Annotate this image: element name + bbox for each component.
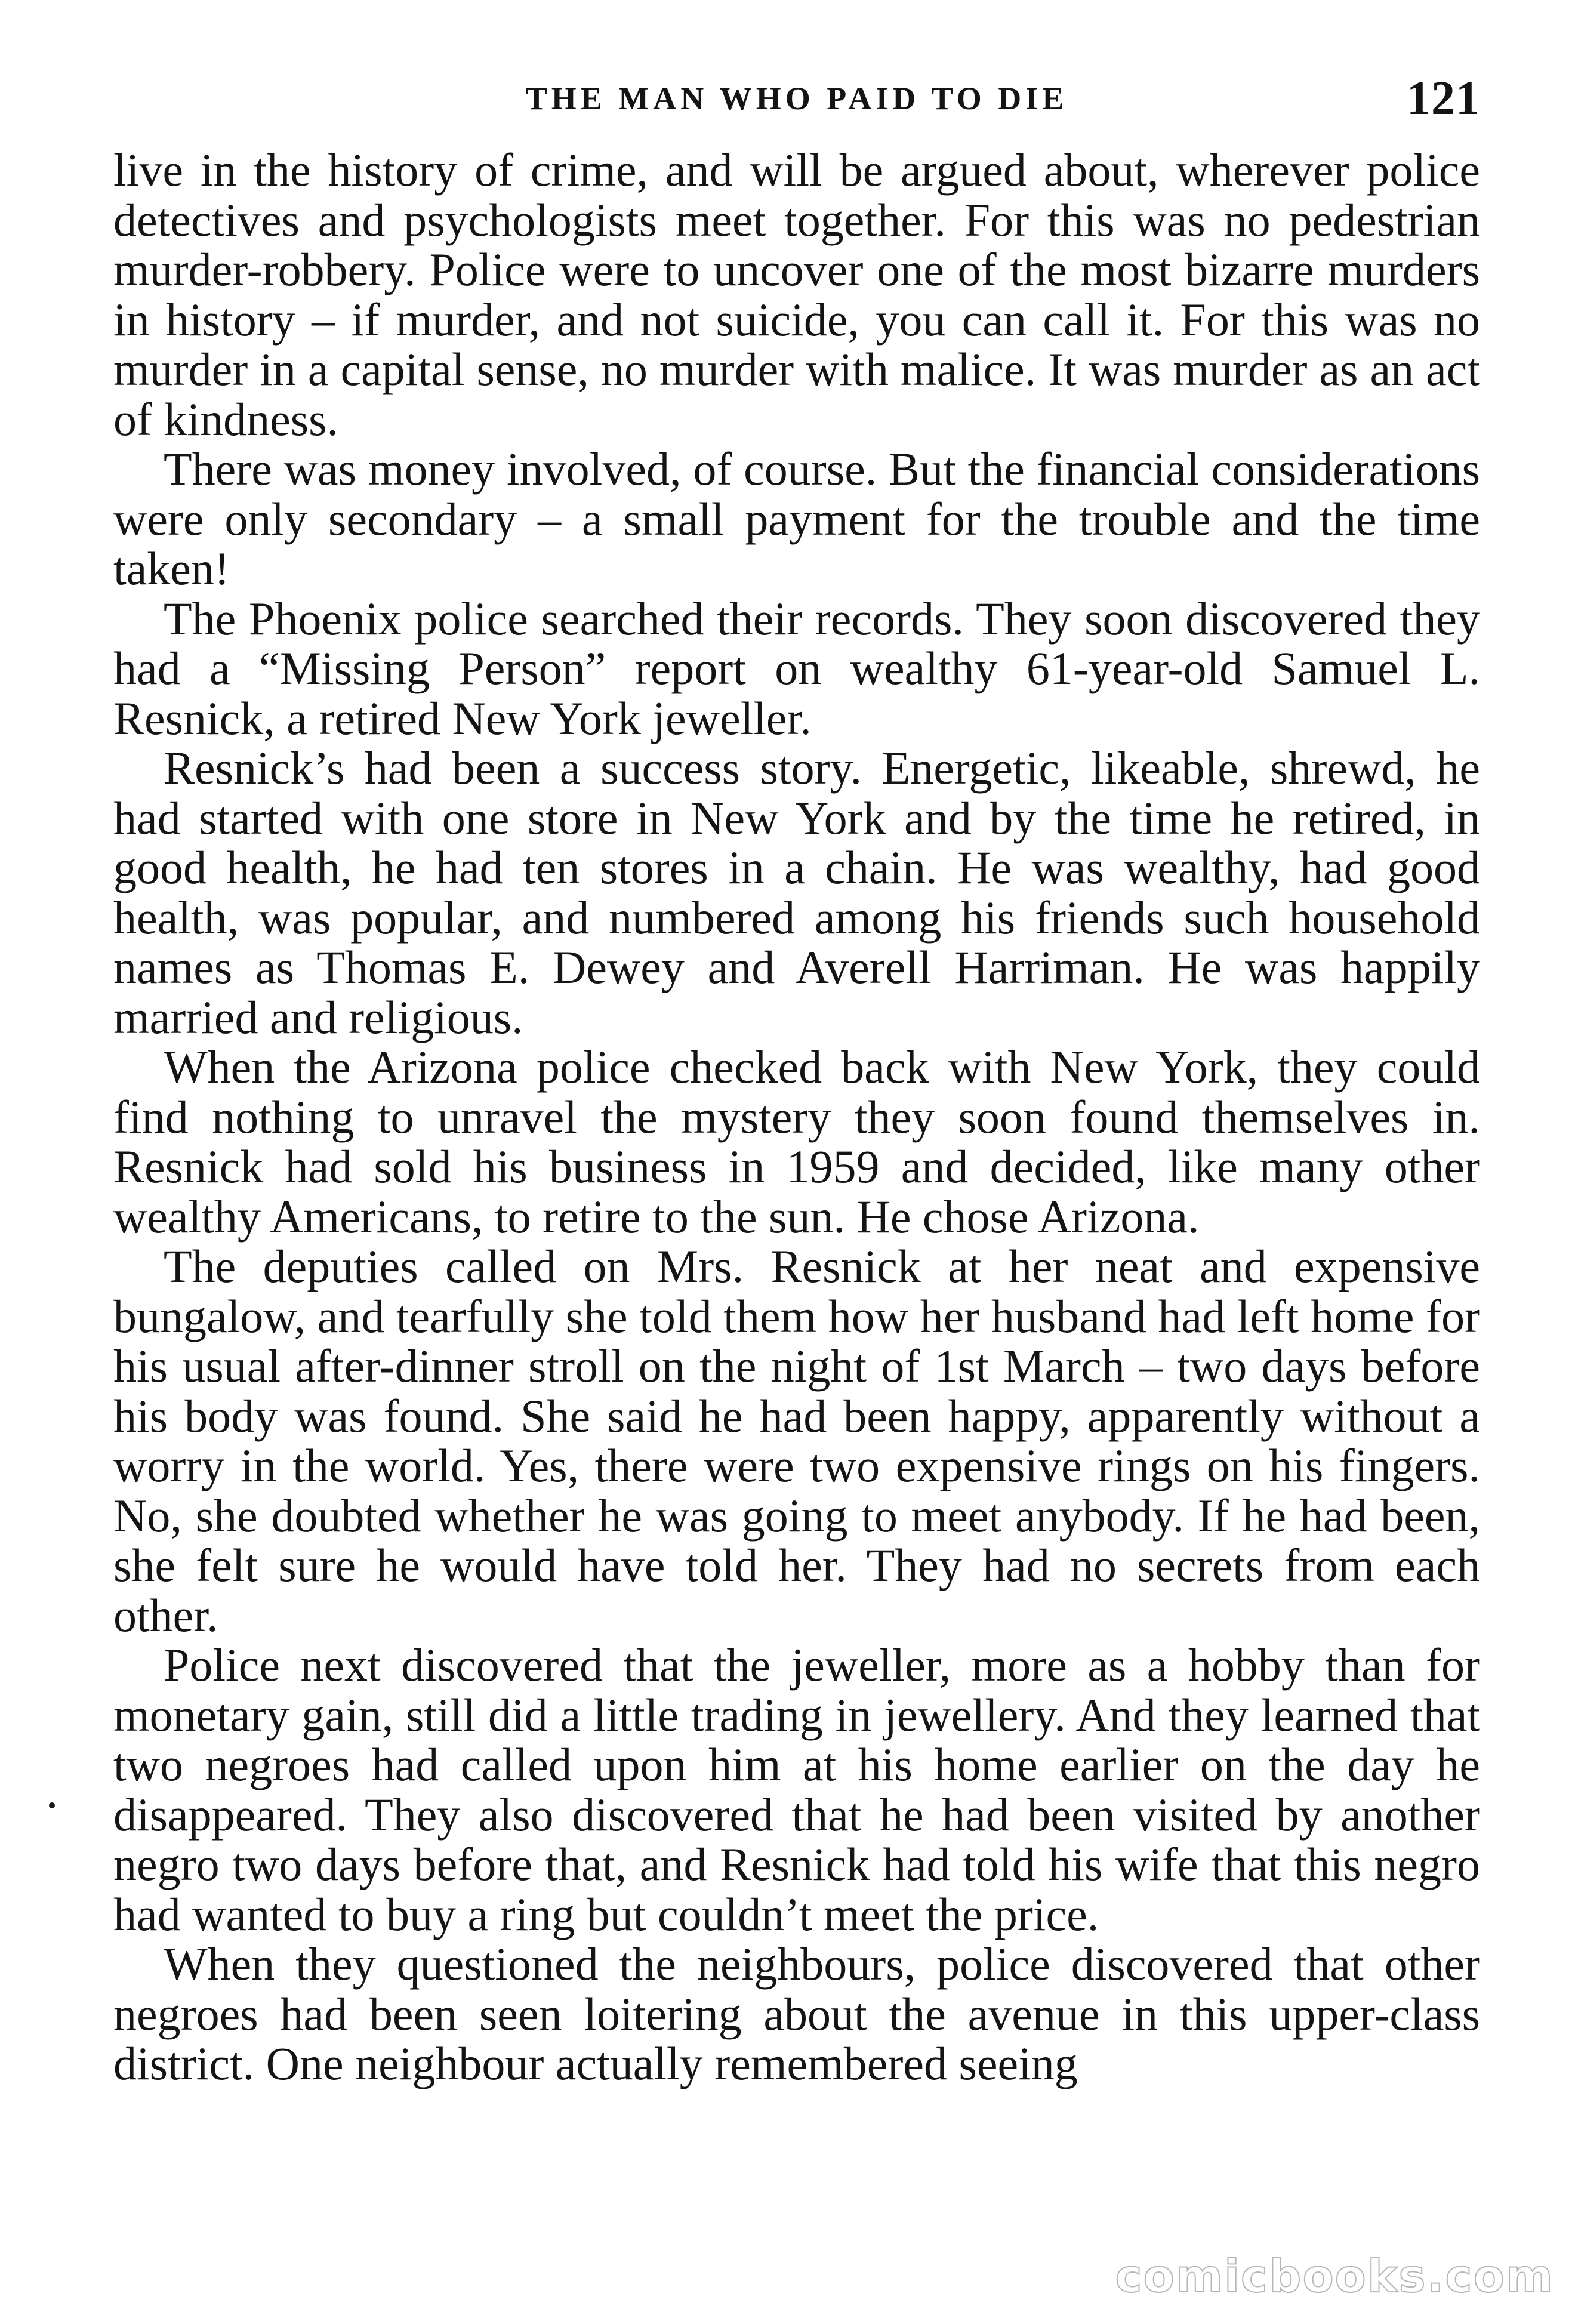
running-head <box>113 72 1480 131</box>
body-text <box>113 145 1480 2089</box>
margin-speck <box>49 1802 55 1808</box>
paragraph: Resnick’s had been a success story. Energetic, likeable, shrewd, he had started with one store in New York and by the time he retired, in good health, he had ten stores in a chain. He was wealthy, had good health, was popular, and numbered among his friends such household names as Thomas E. Dewey and Averell Harriman. He was happily married and religious. <box>113 742 1480 1043</box>
running-title: THE MAN WHO PAID TO DIE <box>525 81 1068 116</box>
paragraph: When the Arizona police checked back with New York, they could find nothing to unravel the mystery they soon found themselves in. Resnick had sold his business in 1959 and decided, like many other wealthy Americans, to retire to the sun. He chose Arizona. <box>113 1041 1480 1243</box>
page-number: 121 <box>1407 72 1480 125</box>
paragraph: There was money involved, of course. But the financial considerations were only secondary – a small payment for the trouble and the time taken! <box>113 443 1480 594</box>
site-watermark: comicbooks.com <box>1115 2249 1554 2303</box>
paragraph-continued: live in the history of crime, and will be argued about, wherever police detectives and psychologists meet together. For this was no pedestrian murder-robbery. Police were to uncover one of the most bizarre murders in history – if murder, and not suicide, you can call it. For this was no murder in a capital sense, no murder with malice. It was murder as an act of kindness. <box>113 144 1480 445</box>
paragraph: The deputies called on Mrs. Resnick at her neat and expensive bungalow, and tearfully she told them how her husband had left home for his usual after-dinner stroll on the night of 1st March – two days before his body was found. She said he had been happy, apparently without a worry in the world. Yes, there were two expensive rings on his fingers. No, she doubted whether he was going to meet anybody. If he had been, she felt sure he would have told her. They had no secrets from each other. <box>113 1240 1480 1641</box>
paragraph: The Phoenix police searched their records. They soon discovered they had a “Missing Person” report on wealthy 61-year-old Samuel L. Resnick, a retired New York jeweller. <box>113 592 1480 744</box>
paragraph: Police next discovered that the jeweller, more as a hobby than for monetary gain, still did a little trading in jewellery. And they learned that two negroes had called upon him at his home earlier on the day he disappeared. They also discovered that he had been visited by another negro two days before that, and Resnick had told his wife that this negro had wanted to buy a ring but couldn’t meet the price. <box>113 1639 1480 1940</box>
paragraph: When they questioned the neighbours, police discovered that other negroes had been seen loitering about the avenue in this upper-class district. One neighbour actually remembered seeing <box>113 1938 1480 2089</box>
